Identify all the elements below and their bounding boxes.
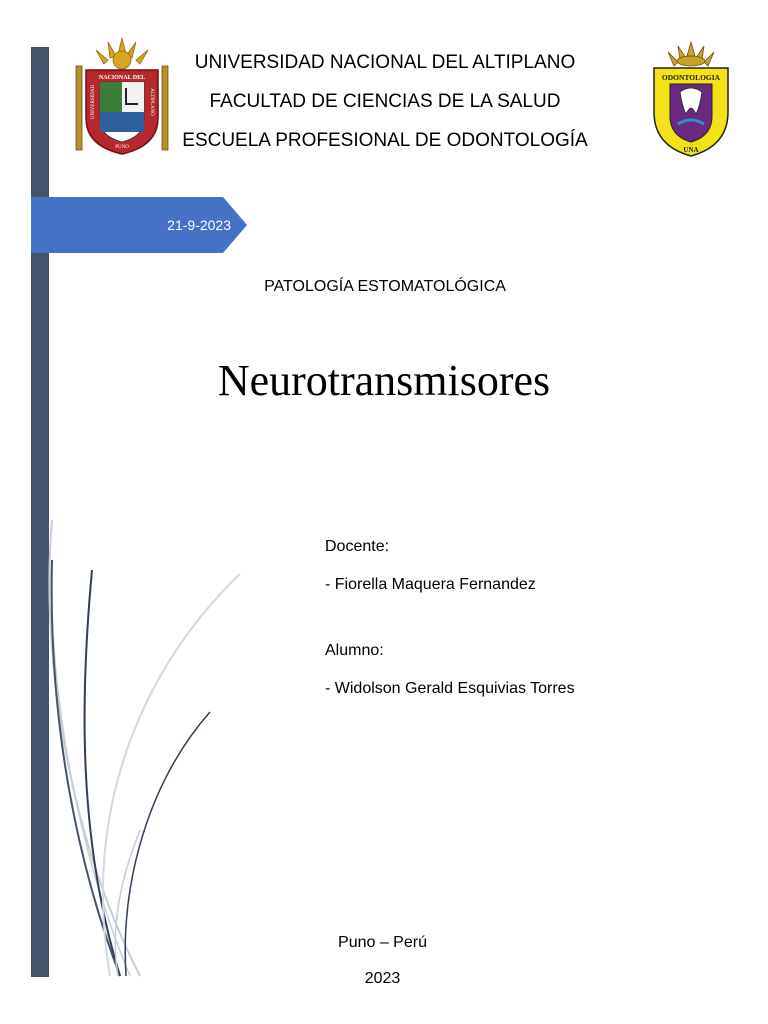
- crest-left-text: UNIVERSIDAD: [91, 84, 96, 120]
- dentistry-crest-icon: [648, 40, 734, 160]
- footer-year: 2023: [364, 970, 401, 987]
- footer-place: Puno – Perú: [338, 934, 427, 951]
- date-banner: [31, 197, 247, 253]
- teacher-label: Docente:: [325, 538, 390, 555]
- document-title: Neurotransmisores: [217, 356, 551, 405]
- crest-bottom-text: PUNO: [115, 145, 129, 150]
- crest-top-text: NACIONAL DEL: [98, 75, 146, 81]
- student-label: Alumno:: [325, 642, 384, 659]
- decorative-curves: [0, 500, 260, 980]
- crest-right-text: ALTIPLANO: [149, 88, 154, 116]
- dentistry-crest-bottom-text: UNA: [683, 146, 699, 154]
- school-name: ESCUELA PROFESIONAL DE ODONTOLOGÍA: [182, 130, 588, 151]
- university-name: UNIVERSIDAD NACIONAL DEL ALTIPLANO: [194, 52, 576, 73]
- student-name: - Widolson Gerald Esquivias Torres: [325, 680, 575, 697]
- dentistry-crest-top-text: ODONTOLOGIA: [661, 73, 721, 82]
- course-name: PATOLOGÍA ESTOMATOLÓGICA: [264, 278, 506, 295]
- date-text: 21-9-2023: [167, 217, 231, 233]
- teacher-name: - Fiorella Maquera Fernandez: [325, 576, 536, 593]
- university-crest-icon: [70, 36, 174, 156]
- faculty-name: FACULTAD DE CIENCIAS DE LA SALUD: [209, 91, 561, 112]
